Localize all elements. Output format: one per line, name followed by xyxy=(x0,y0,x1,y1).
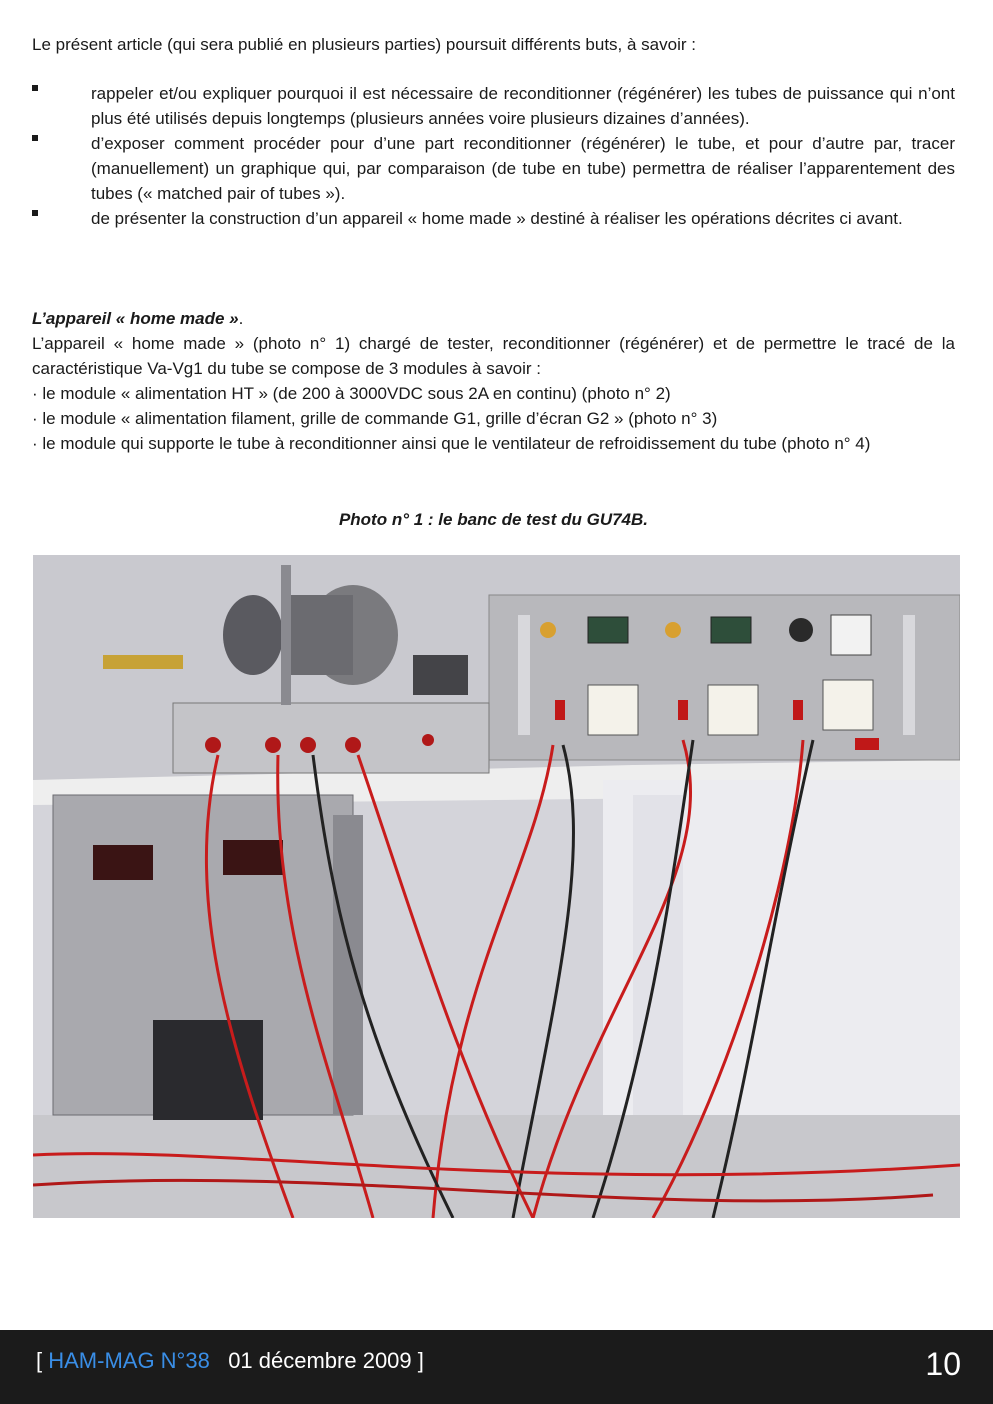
page-number: 10 xyxy=(925,1346,961,1382)
magazine-name: HAM-MAG N°38 xyxy=(48,1348,210,1373)
list-item xyxy=(32,81,955,131)
list-item-text: de présenter la construction d’un appareil « home made » destiné à réaliser les opérations décrites ci avant. xyxy=(91,209,903,228)
objectives-list xyxy=(32,81,955,231)
list-item xyxy=(32,131,955,206)
section-title: L’appareil « home made » xyxy=(32,309,239,328)
footer-bracket-open: [ xyxy=(36,1348,49,1373)
section-title-suffix: . xyxy=(238,309,244,328)
bullet-icon xyxy=(32,85,38,91)
test-bench-illustration xyxy=(33,555,960,1218)
section-paragraph: L’appareil « home made » (photo n° 1) chargé de tester, reconditionner (régénérer) et de permettre le tracé de la caractéristique Va-Vg1 du tube se compose de 3 modules à savoir : xyxy=(32,334,955,378)
module-line: · le module « alimentation HT » (de 200 à 3000VDC sous 2A en continu) (photo n° 2) xyxy=(32,384,671,403)
module-line: · le module qui supporte le tube à reconditionner ainsi que le ventilateur de refroidissement du tube (photo n° 4) xyxy=(32,434,871,453)
list-item-text: rappeler et/ou expliquer pourquoi il est nécessaire de reconditionner (régénérer) les tubes de puissance qui n’ont plus été utilisés depuis longtemps (plusieurs années voire plusieurs dizaines d’années). xyxy=(91,84,955,128)
section-heading xyxy=(32,306,955,331)
intro-paragraph: Le présent article (qui sera publié en plusieurs parties) poursuit différents buts, à savoir : xyxy=(32,35,696,54)
page-footer xyxy=(0,1330,993,1404)
device-section xyxy=(32,306,955,456)
footer-issue xyxy=(36,1348,424,1374)
bullet-icon xyxy=(32,210,38,216)
bullet-icon xyxy=(32,135,38,141)
issue-date: 01 décembre 2009 ] xyxy=(228,1348,424,1373)
module-line: · le module « alimentation filament, grille de commande G1, grille d’écran G2 » (photo n° 3) xyxy=(32,409,718,428)
list-item-text: d’exposer comment procéder pour d’une part reconditionner (régénérer) le tube, et pour d’autre par, tracer (manuellement) un graphique qui, par comparaison (de tube en tube) permettra de réaliser l’apparentement des tubes (« matched pair of tubes »). xyxy=(91,134,955,203)
test-bench-photo xyxy=(33,555,960,1218)
list-item xyxy=(32,206,955,231)
photo-caption: Photo n° 1 : le banc de test du GU74B. xyxy=(338,510,649,529)
